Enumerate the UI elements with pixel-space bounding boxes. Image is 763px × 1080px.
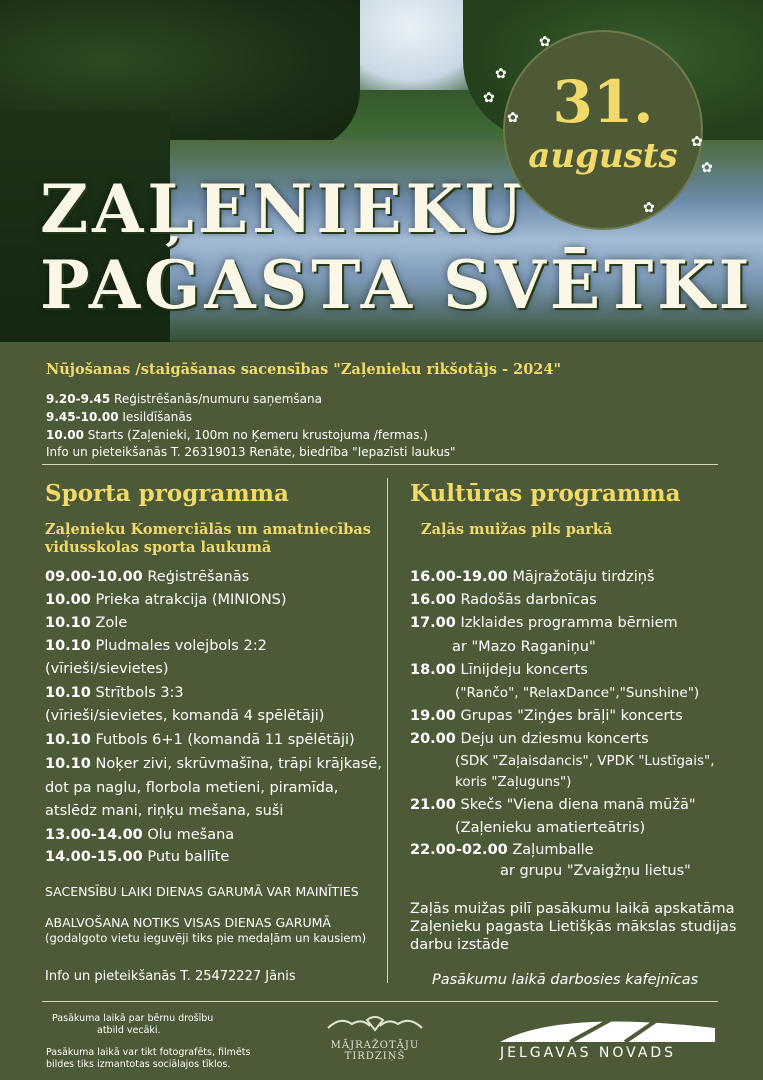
- race-line: 10.00 Starts (Zaļenieki, 100m no Ķemeru krustojuma /fermas.): [46, 428, 428, 442]
- date-badge: [483, 30, 713, 230]
- race-line: 9.20-9.45 Reģistrēšanās/numuru saņemšana: [46, 392, 322, 406]
- race-info: Info un pieteikšanās T. 26319013 Renāte, biedrība "Iepazīsti laukus": [46, 445, 456, 459]
- flower-icon: ✿: [691, 134, 703, 150]
- culture-item: ("Rančo", "RelaxDance","Sunshine"): [455, 685, 700, 701]
- divider: [42, 1001, 718, 1002]
- culture-item: ar grupu "Zvaigžņu lietus": [500, 863, 691, 879]
- sport-venue: Zaļenieku Komerciālās un amatniecības vidusskolas sporta laukumā: [45, 521, 371, 556]
- sport-item: 10.10 Futbols 6+1 (komandā 11 spēlētāji): [45, 732, 355, 748]
- sport-item: 14.00-15.00 Putu ballīte: [45, 849, 230, 865]
- sport-item: 10.10 Zole: [45, 615, 128, 631]
- exhibit-line: darbu izstāde: [410, 937, 509, 953]
- culture-title: Kultūras programma: [410, 480, 681, 507]
- sport-item: (vīrieši/sievietes, komandā 4 spēlētāji): [45, 708, 325, 724]
- sport-item: 10.10 Noķer zivi, skrūvmašīna, trāpi krājkasē,: [45, 756, 382, 772]
- sport-item: 09.00-10.00 Reģistrēšanās: [45, 569, 250, 585]
- date-month: augusts: [528, 136, 678, 176]
- race-line: 9.45-10.00 Iesildīšanās: [46, 410, 192, 424]
- divider: [42, 464, 718, 465]
- flower-icon: ✿: [507, 110, 519, 126]
- column-divider: [387, 478, 388, 983]
- culture-item: 16.00 Radošās darbnīcas: [410, 592, 597, 608]
- race-title: Nūjošanas /staigāšanas sacensības "Zaļenieku rikšotājs - 2024": [46, 361, 562, 378]
- sport-item: 10.10 Pludmales volejbols 2:2: [45, 638, 267, 654]
- title-line-2: PAGASTA SVĒTKI: [40, 246, 754, 324]
- sport-item: dot pa naglu, florbola metieni, piramīda,: [45, 780, 339, 796]
- flower-icon: ✿: [701, 160, 713, 176]
- photo-note: Pasākuma laikā var tikt fotografēts, filmēts bildes tiks izmantotas sociālajos tīklos.: [46, 1047, 251, 1070]
- culture-item: 21.00 Skečs "Viena diena manā mūžā": [410, 797, 696, 813]
- sport-note-times: SACENSĪBU LAIKI DIENAS GARUMĀ VAR MAINĪTIES: [45, 884, 359, 899]
- culture-item: 18.00 Līnijdeju koncerts: [410, 662, 588, 678]
- sport-info: Info un pieteikšanās T. 25472227 Jānis: [45, 969, 296, 984]
- culture-item: (SDK "Zaļaisdancis", VPDK "Lustīgais",: [455, 753, 715, 769]
- birds-logo-icon: [320, 1010, 430, 1038]
- jelgava-logo-icon: [500, 1016, 720, 1044]
- culture-item: 19.00 Grupas "Ziņģes brāļi" koncerts: [410, 708, 683, 724]
- culture-item: 20.00 Deju un dziesmu koncerts: [410, 731, 649, 747]
- culture-venue: Zaļās muižas pils parkā: [421, 521, 613, 538]
- sport-item: 10.10 Strītbols 3:3: [45, 685, 184, 701]
- culture-item: 17.00 Izklaides programma bērniem: [410, 615, 678, 631]
- culture-item: (Zaļenieku amatierteātris): [455, 820, 646, 836]
- exhibit-line: Zaļenieku pagasta Lietišķās mākslas studijas: [410, 919, 737, 935]
- culture-item: 16.00-19.00 Mājražotāju tirdziņš: [410, 569, 655, 585]
- flower-icon: ✿: [483, 90, 495, 106]
- title-line-1: ZAĻENIEKU: [40, 170, 527, 248]
- flower-icon: ✿: [495, 66, 507, 82]
- sport-note-awards: ABALVOŠANA NOTIKS VISAS DIENAS GARUMĀ: [45, 915, 331, 930]
- sport-item: atslēdz mani, riņķu mešana, suši: [45, 803, 284, 819]
- sport-item: (vīrieši/sievietes): [45, 661, 169, 677]
- flower-icon: ✿: [539, 34, 551, 50]
- exhibit-line: Zaļās muižas pilī pasākumu laikā apskatāma: [410, 901, 735, 917]
- safety-note: Pasākuma laikā par bērnu drošību atbild vecāki.: [52, 1013, 214, 1036]
- sport-note-medals: (godalgoto vietu ieguvēji tiks pie medaļām un kausiem): [45, 931, 367, 945]
- flower-icon: ✿: [643, 200, 655, 216]
- sport-title: Sporta programma: [45, 480, 289, 507]
- cafes-note: Pasākumu laikā darbosies kafejnīcas: [432, 972, 699, 988]
- market-logo: [320, 1010, 430, 1070]
- culture-item: ar "Mazo Raganiņu": [452, 639, 596, 655]
- culture-item: koris "Zaļuguns"): [455, 774, 572, 790]
- municipality-name: JELGAVAS NOVADS: [500, 1045, 677, 1061]
- culture-item: 22.00-02.00 Zaļumballe: [410, 842, 594, 858]
- market-logo-text: MĀJRAŽOTĀJU TIRDZIŅŠ: [330, 1040, 420, 1062]
- date-day: 31.: [552, 68, 654, 136]
- sport-item: 10.00 Prieka atrakcija (MINIONS): [45, 592, 287, 608]
- sport-item: 13.00-14.00 Olu mešana: [45, 827, 235, 843]
